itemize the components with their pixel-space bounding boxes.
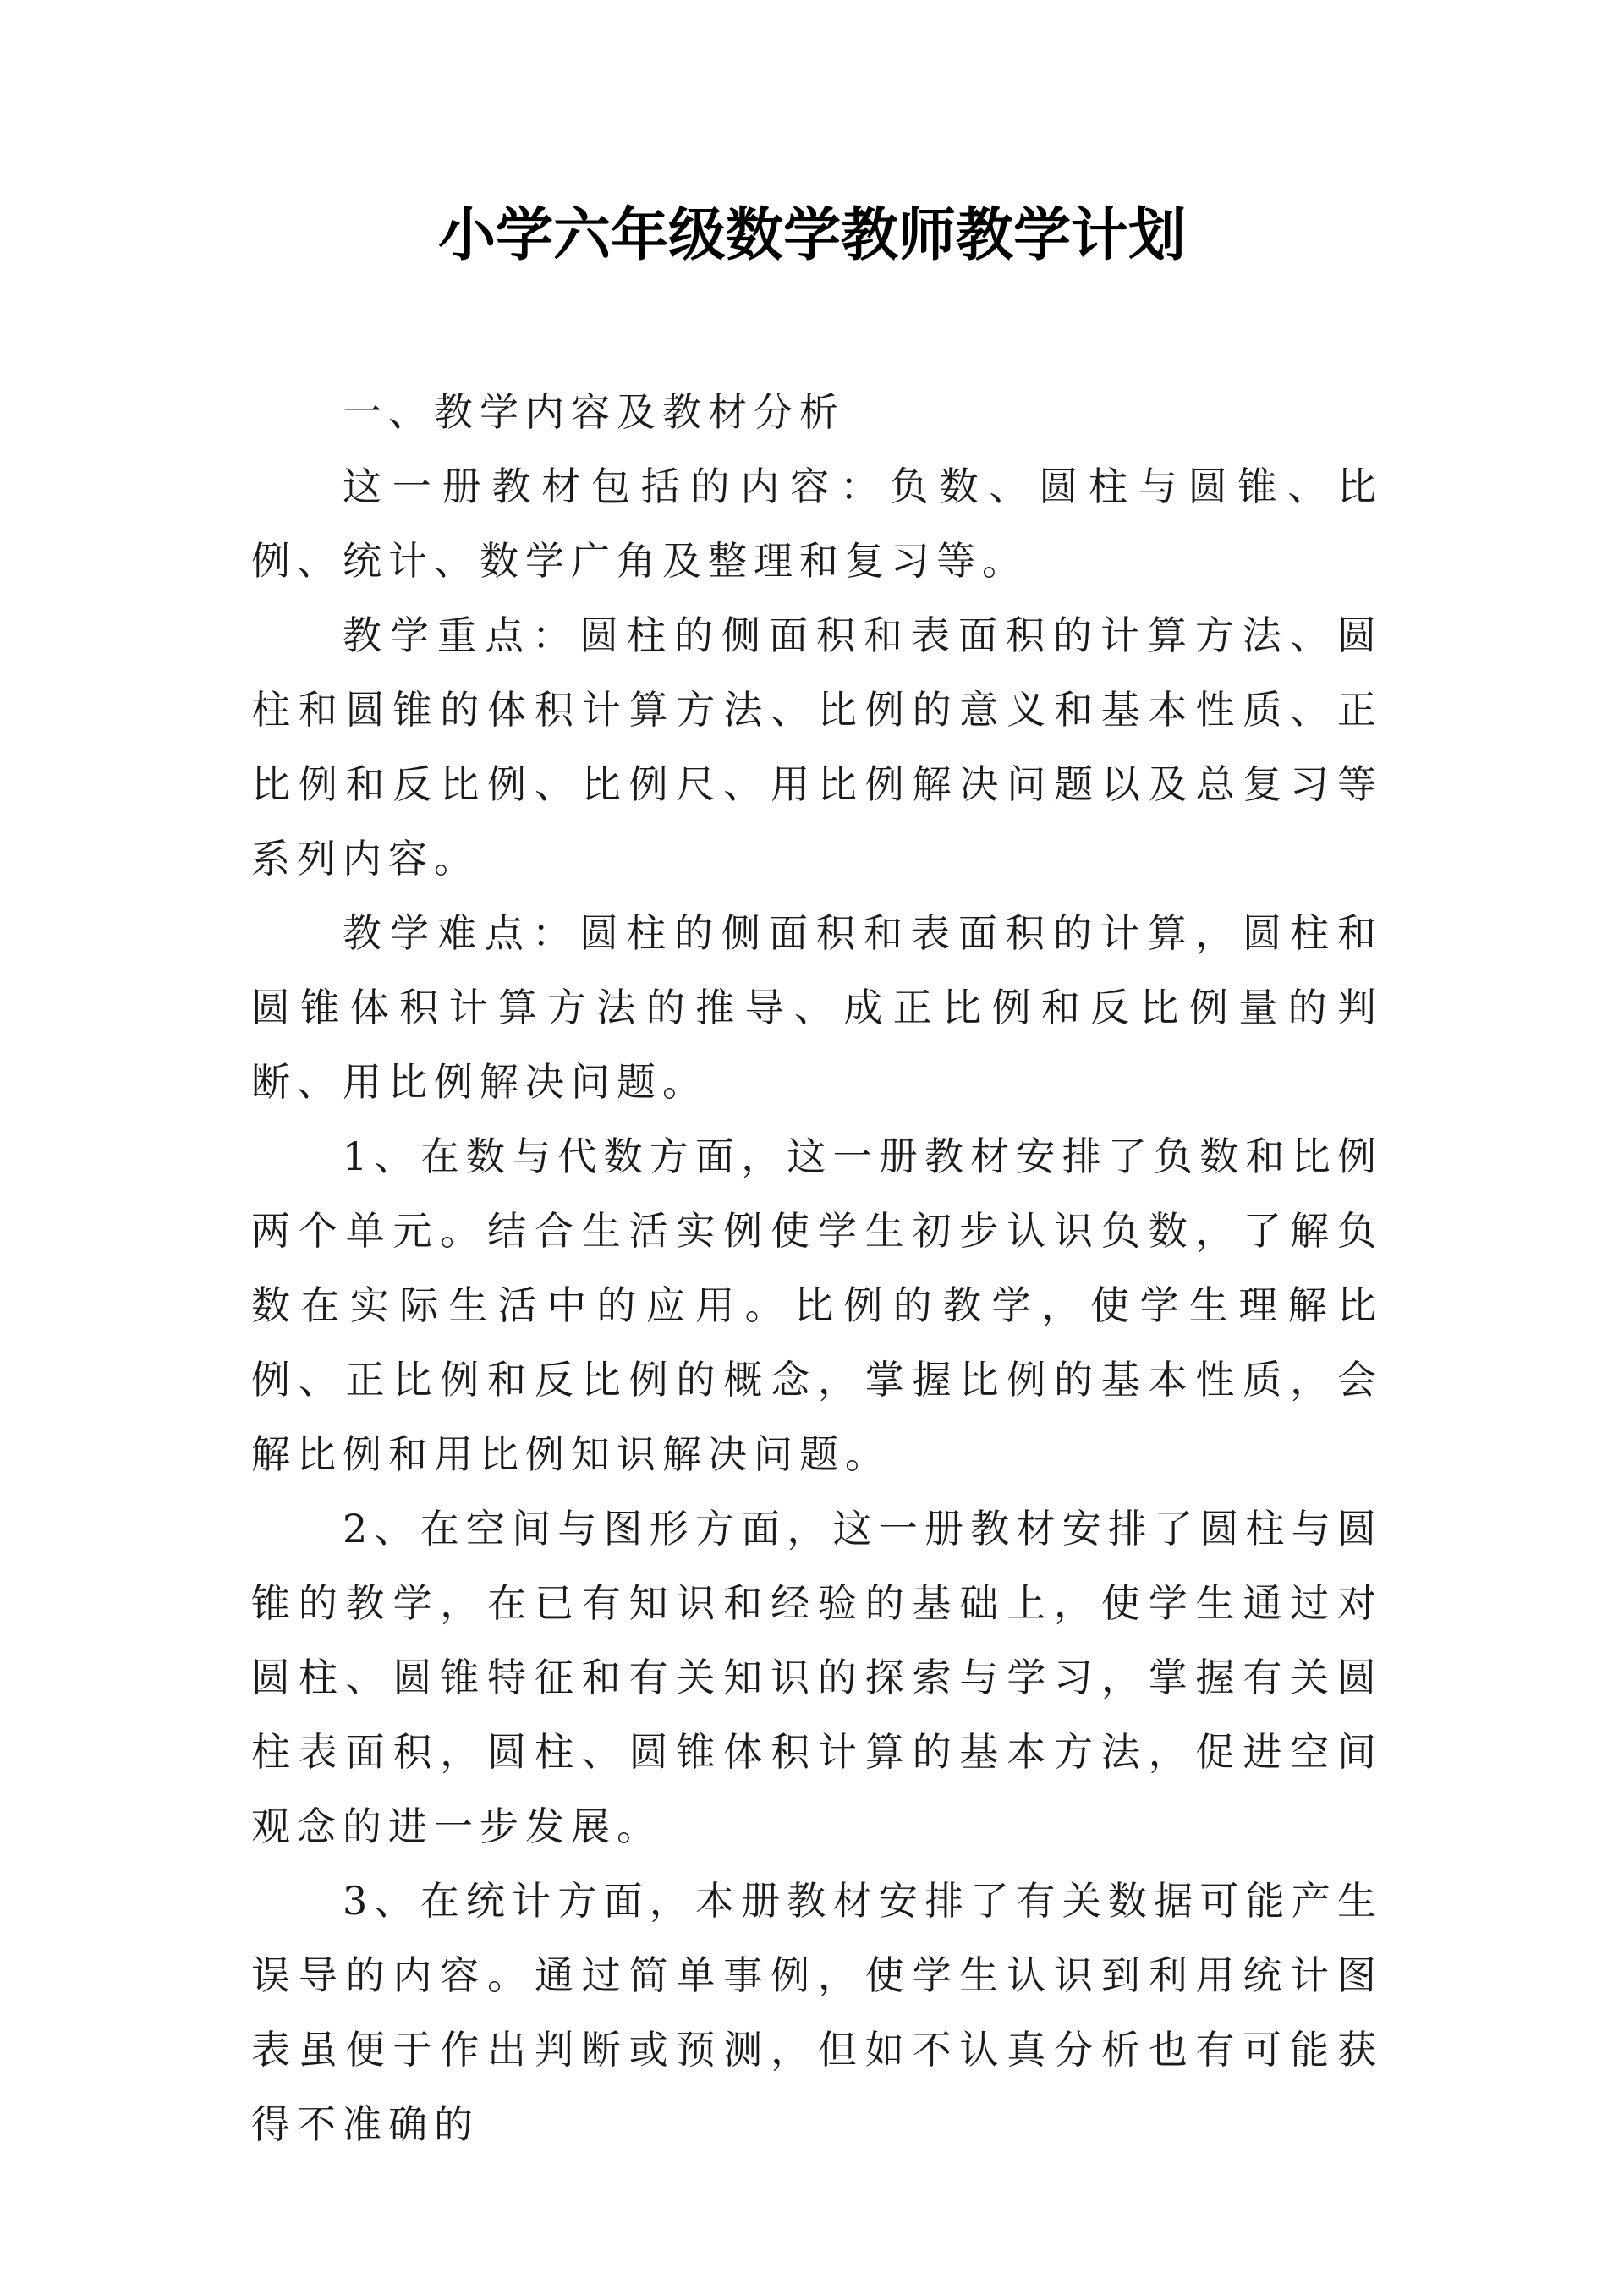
paragraph-statistics: 3、在统计方面，本册教材安排了有关数据可能产生误导的内容。通过简单事例，使学生认识到利用统计图表虽便于作出判断或预测，但如不认真分析也有可能获得不准确的	[251, 1878, 1383, 2147]
paragraph-content-overview: 这一册教材包括的内容：负数、圆柱与圆锥、比例、统计、数学广角及整理和复习等。	[251, 464, 1383, 584]
paragraph-numbers-algebra: 1、在数与代数方面，这一册教材安排了负数和比例两个单元。结合生活实例使学生初步认识负数，了解负数在实际生活中的应用。比例的教学，使学生理解比例、正比例和反比例的概念，掌握比例的基本性质，会解比例和用比例知识解决问题。	[251, 1134, 1383, 1477]
paragraph-key-points: 教学重点：圆柱的侧面积和表面积的计算方法、圆柱和圆锥的体积计算方法、比例的意义和基本性质、正比例和反比例、比例尺、用比例解决问题以及总复习等系列内容。	[251, 612, 1383, 881]
paragraph-space-geometry: 2、在空间与图形方面，这一册教材安排了圆柱与圆锥的教学，在已有知识和经验的基础上，使学生通过对圆柱、圆锥特征和有关知识的探索与学习，掌握有关圆柱表面积，圆柱、圆锥体积计算的基本方法，促进空间观念的进一步发展。	[251, 1506, 1383, 1849]
paragraph-difficulties: 教学难点：圆柱的侧面积和表面积的计算，圆柱和圆锥体积计算方法的推导、成正比例和反比例量的判断、用比例解决问题。	[251, 910, 1383, 1105]
section-heading: 一、教学内容及教材分析	[343, 389, 845, 435]
document-body	[251, 375, 1383, 2161]
document-title: 小学六年级数学教师教学计划	[437, 201, 1186, 269]
